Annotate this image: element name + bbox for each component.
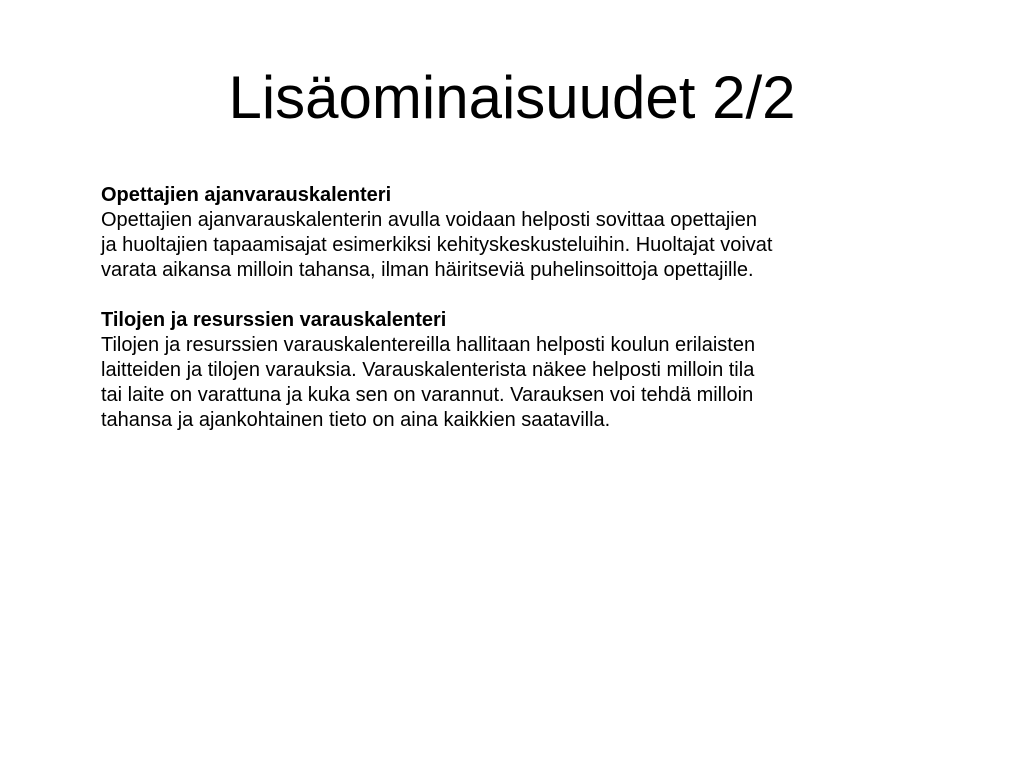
body-line: tahansa ja ajankohtainen tieto on aina kaikkien saatavilla. (101, 409, 611, 431)
body-line: varata aikansa milloin tahansa, ilman häiritseviä puhelinsoittoja opettajille. (101, 259, 754, 281)
section-teacher-booking (101, 183, 981, 283)
section-heading: Opettajien ajanvarauskalenteri (101, 184, 392, 206)
body-line: Opettajien ajanvarauskalenterin avulla voidaan helposti sovittaa opettajien (101, 209, 757, 231)
body-line: tai laite on varattuna ja kuka sen on varannut. Varauksen voi tehdä milloin (101, 384, 754, 406)
section-resource-booking (101, 308, 981, 433)
slide-title: Lisäominaisuudet 2/2 (228, 64, 796, 131)
section-heading: Tilojen ja resurssien varauskalenteri (101, 309, 447, 331)
slide-content (101, 183, 981, 458)
body-line: ja huoltajien tapaamisajat esimerkiksi kehityskeskusteluihin. Huoltajat voivat (101, 234, 773, 256)
body-line: Tilojen ja resurssien varauskalentereilla hallitaan helposti koulun erilaisten (101, 334, 756, 356)
body-line: laitteiden ja tilojen varauksia. Varauskalenterista näkee helposti milloin tila (101, 359, 755, 381)
